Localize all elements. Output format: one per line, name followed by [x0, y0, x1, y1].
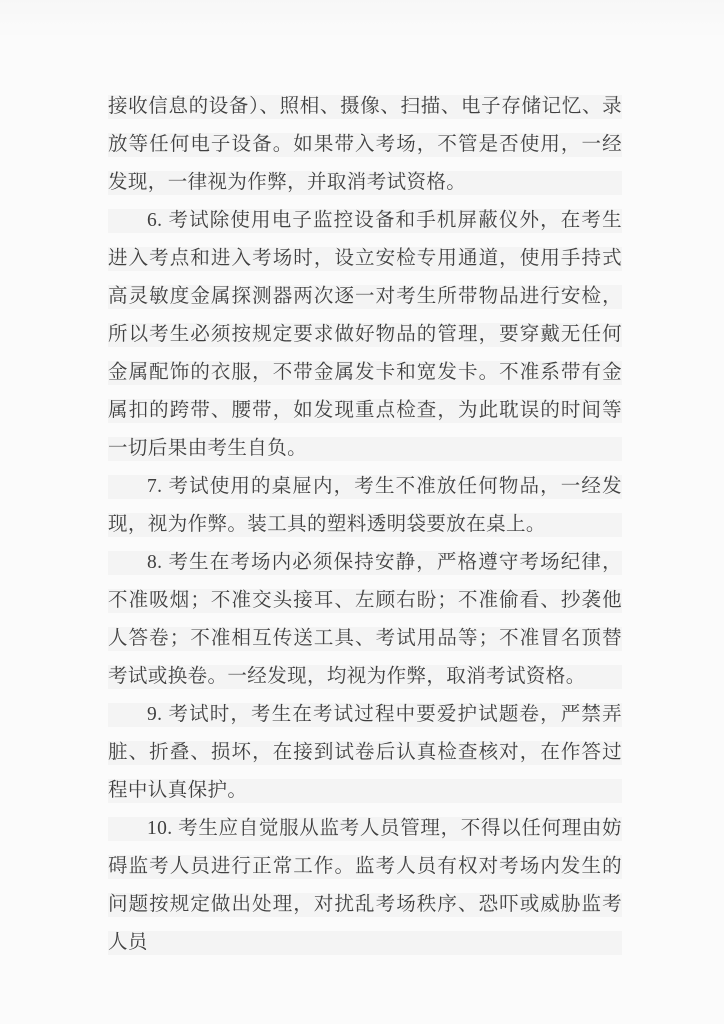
paragraph-rule-8: 8. 考生在考场内必须保持安静，严格遵守考场纪律，不准吸烟；不准交头接耳、左顾右盼；不准偷看、抄袭他人答卷；不准相互传送工具、考试用品等；不准冒名顶替考试或换卷。一经发现，均视为作弊，取消考试资格。: [108, 544, 622, 696]
paragraph-rule-10: 10. 考生应自觉服从监考人员管理，不得以任何理由妨碍监考人员进行正常工作。监考人员有权对考场内发生的问题按规定做出处理，对扰乱考场秩序、恐吓或威胁监考人员: [108, 810, 622, 962]
document-page: [108, 88, 622, 962]
paragraph-rule-7: 7. 考试使用的桌屉内，考生不准放任何物品，一经发现，视为作弊。装工具的塑料透明袋要放在桌上。: [108, 468, 622, 544]
paragraph-rule-9: 9. 考试时，考生在考试过程中要爱护试题卷，严禁弄脏、折叠、损坏，在接到试卷后认真检查核对，在作答过程中认真保护。: [108, 696, 622, 810]
paragraph-rule-6: 6. 考试除使用电子监控设备和手机屏蔽仪外，在考生进入考点和进入考场时，设立安检专用通道，使用手持式高灵敏度金属探测器两次逐一对考生所带物品进行安检，所以考生必须按规定要求做好物品的管理，要穿戴无任何金属配饰的衣服，不带金属发卡和宽发卡。不准系带有金属扣的跨带、腰带，如发现重点检查，为此耽误的时间等一切后果由考生自负。: [108, 202, 622, 468]
paragraph-continuation: 接收信息的设备）、照相、摄像、扫描、电子存储记忆、录放等任何电子设备。如果带入考场，不管是否使用，一经发现，一律视为作弊，并取消考试资格。: [108, 88, 622, 202]
